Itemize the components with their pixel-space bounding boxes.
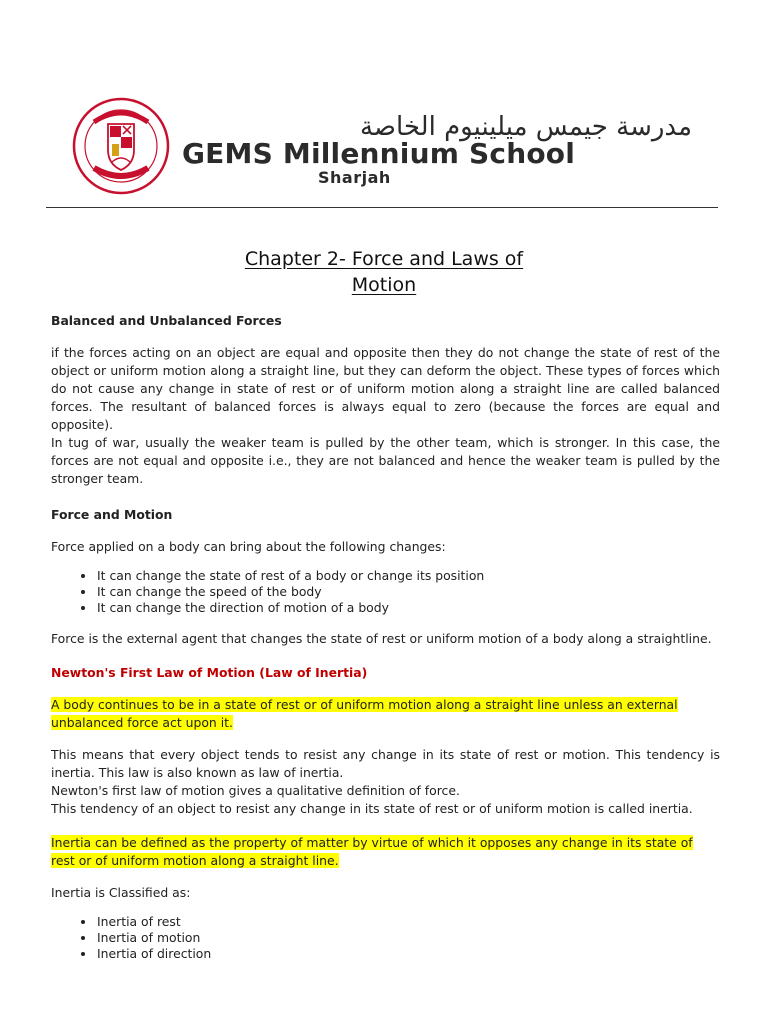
document-body [51,312,720,962]
paragraph-inertia-classified: Inertia is Classified as: [51,885,191,900]
list-item: • It can change the speed of the body [96,584,720,600]
highlighted-law-statement: A body continues to be in a state of rest or of uniform motion along a straight line unless an external unbalanced force act upon it. [51,697,678,730]
inertia-types-list [51,914,720,962]
list-item: • Inertia of rest [96,914,720,930]
paragraph-force-intro: Force applied on a body can bring about the following changes: [51,539,446,554]
list-item: • It can change the direction of motion of a body [96,600,720,616]
school-name: GEMS Millennium School [182,137,576,170]
paragraph-balanced-forces: if the forces acting on an object are equal and opposite then they do not change the state of rest of the object or uniform motion along a straight line, but they can deform the object. These types of forces which do not cause any change in state of rest or of uniform motion along a straight line are called balanced forces. The resultant of balanced forces is always equal to zero (because the forces are equal and opposite). [51,345,720,432]
list-item: • Inertia of direction [96,946,720,962]
header-divider [46,207,718,208]
school-city: Sharjah [318,168,391,187]
chapter-title [0,246,768,298]
list-item: • Inertia of motion [96,930,720,946]
paragraph-qualitative-definition: Newton's first law of motion gives a qualitative definition of force. [51,783,460,798]
section-heading-force-motion: Force and Motion [51,507,173,522]
section-heading-balanced-forces: Balanced and Unbalanced Forces [51,313,282,328]
highlighted-inertia-definition: Inertia can be defined as the property of matter by virtue of which it opposes any change in its state of rest or of uniform motion along a straight line. [51,835,693,868]
section-heading-newtons-first-law: Newton's First Law of Motion (Law of Inertia) [51,665,368,680]
paragraph-inertia-meaning: This means that every object tends to resist any change in its state of rest or motion. This tendency is inertia. This law is also known as law of inertia. [51,747,720,780]
paragraph-inertia-tendency: This tendency of an object to resist any change in its state of rest or of uniform motion is called inertia. [51,801,693,816]
paragraph-tug-of-war: In tug of war, usually the weaker team is pulled by the other team, which is stronger. In this case, the forces are not equal and opposite i.e., they are not balanced and hence the weaker team is pulled by the stronger team. [51,435,720,486]
school-crest-logo [68,96,174,196]
chapter-title-line2: Motion [351,274,417,296]
chapter-title-line1: Chapter 2- Force and Laws of [244,248,524,270]
paragraph-external-agent: Force is the external agent that changes the state of rest or uniform motion of a body along a straightline. [51,631,712,646]
list-item: • It can change the state of rest of a body or change its position [96,568,720,584]
force-changes-list [51,568,720,616]
page-header [0,0,768,210]
school-name-arabic: مدرسة جيمس ميلينيوم الخاصة [359,112,692,142]
